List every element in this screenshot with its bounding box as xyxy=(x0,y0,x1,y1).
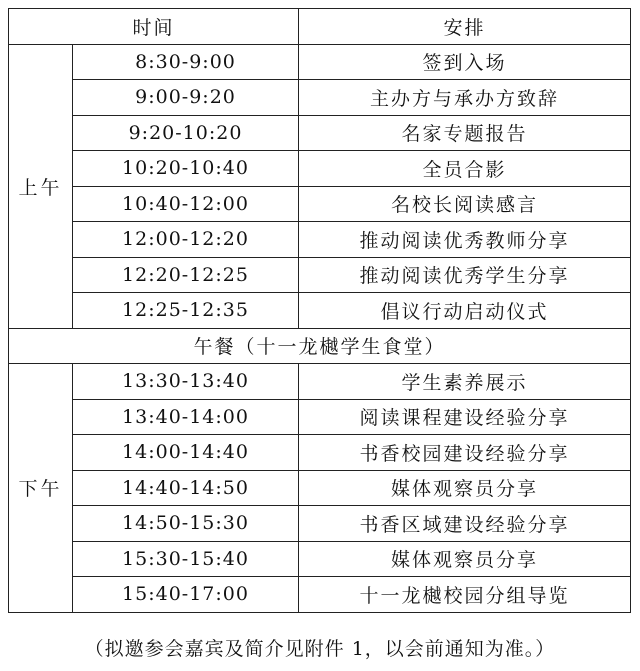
time-cell: 9:00-9:20 xyxy=(73,80,299,116)
arrangement-column-header: 安排 xyxy=(299,9,631,45)
table-row xyxy=(9,80,631,116)
item-cell: 签到入场 xyxy=(299,44,631,80)
item-cell: 推动阅读优秀学生分享 xyxy=(299,257,631,293)
time-cell: 12:00-12:20 xyxy=(73,222,299,258)
table-row xyxy=(9,577,631,613)
item-cell: 书香区域建设经验分享 xyxy=(299,506,631,542)
item-cell: 媒体观察员分享 xyxy=(299,470,631,506)
time-cell: 9:20-10:20 xyxy=(73,115,299,151)
item-cell: 媒体观察员分享 xyxy=(299,541,631,577)
table-row xyxy=(9,151,631,187)
time-cell: 12:20-12:25 xyxy=(73,257,299,293)
table-row xyxy=(9,506,631,542)
table-row xyxy=(9,222,631,258)
time-cell: 12:25-12:35 xyxy=(73,293,299,329)
header-row xyxy=(9,9,631,45)
item-cell: 阅读课程建设经验分享 xyxy=(299,399,631,435)
item-cell: 主办方与承办方致辞 xyxy=(299,80,631,116)
table-row xyxy=(9,364,631,400)
time-cell: 13:30-13:40 xyxy=(73,364,299,400)
time-cell: 10:40-12:00 xyxy=(73,186,299,222)
afternoon-period-label: 下午 xyxy=(9,364,73,613)
table-row xyxy=(9,44,631,80)
table-row xyxy=(9,435,631,471)
item-cell: 全员合影 xyxy=(299,151,631,187)
time-cell: 10:20-10:40 xyxy=(73,151,299,187)
item-cell: 书香校园建设经验分享 xyxy=(299,435,631,471)
time-cell: 15:40-17:00 xyxy=(73,577,299,613)
lunch-cell: 午餐（十一龙樾学生食堂） xyxy=(9,328,631,364)
morning-period-label: 上午 xyxy=(9,44,73,328)
time-cell: 8:30-9:00 xyxy=(73,44,299,80)
table-row xyxy=(9,541,631,577)
item-cell: 名校长阅读感言 xyxy=(299,186,631,222)
table-row xyxy=(9,115,631,151)
table-row xyxy=(9,399,631,435)
table-row xyxy=(9,470,631,506)
time-cell: 14:50-15:30 xyxy=(73,506,299,542)
item-cell: 倡议行动启动仪式 xyxy=(299,293,631,329)
lunch-row xyxy=(9,328,631,364)
table-row xyxy=(9,257,631,293)
schedule-table xyxy=(8,8,631,613)
time-column-header: 时间 xyxy=(9,9,299,45)
time-cell: 13:40-14:00 xyxy=(73,399,299,435)
table-row xyxy=(9,293,631,329)
item-cell: 十一龙樾校园分组导览 xyxy=(299,577,631,613)
item-cell: 学生素养展示 xyxy=(299,364,631,400)
footnote: （拟邀参会嘉宾及简介见附件 1，以会前通知为准。） xyxy=(84,638,556,660)
time-cell: 14:00-14:40 xyxy=(73,435,299,471)
item-cell: 名家专题报告 xyxy=(299,115,631,151)
item-cell: 推动阅读优秀教师分享 xyxy=(299,222,631,258)
table-row xyxy=(9,186,631,222)
time-cell: 14:40-14:50 xyxy=(73,470,299,506)
time-cell: 15:30-15:40 xyxy=(73,541,299,577)
